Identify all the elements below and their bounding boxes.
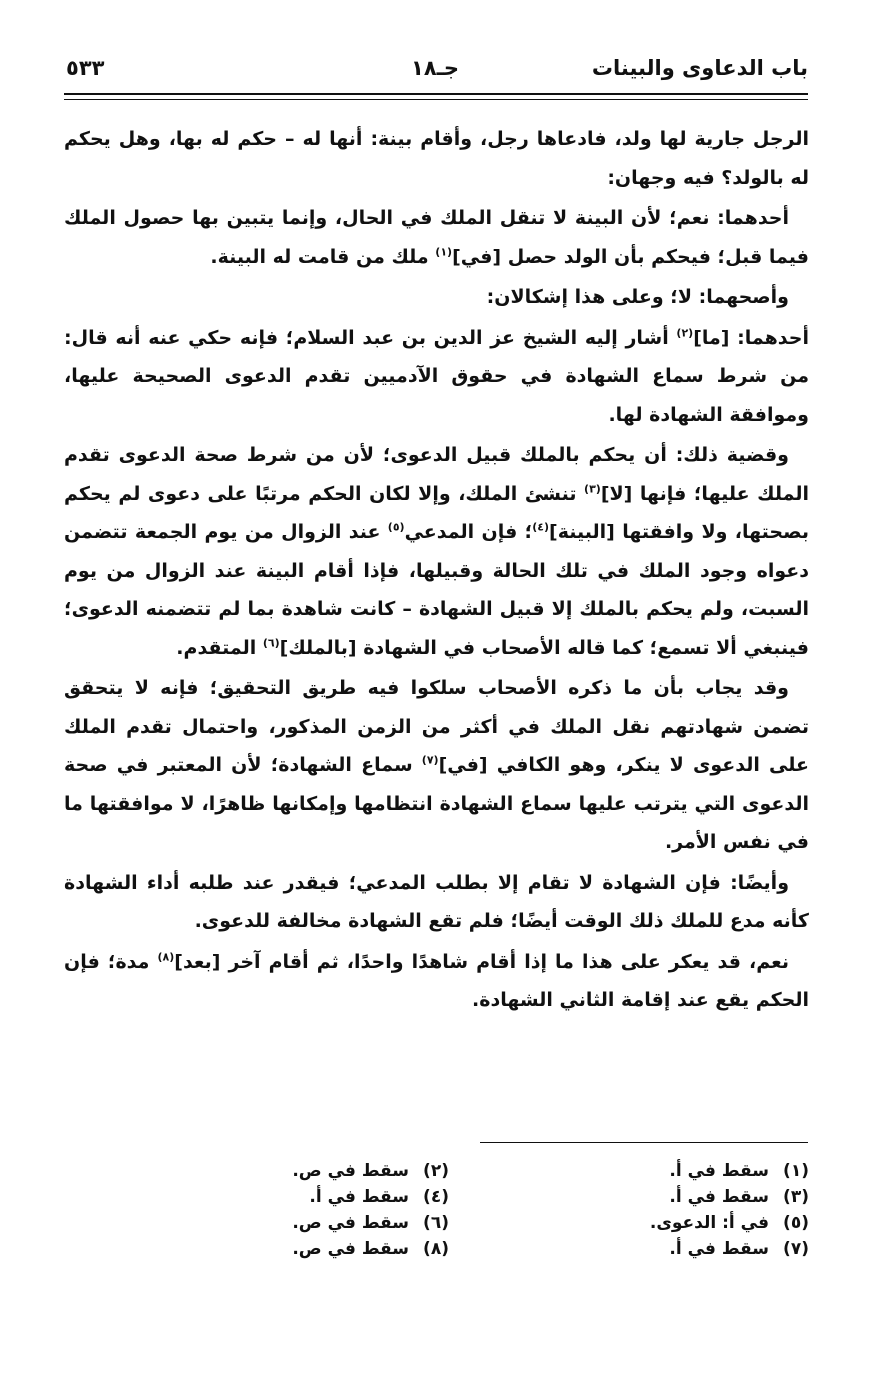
footnote-ref-5: (٥)	[387, 520, 405, 534]
footnote-ref-8: (٨)	[157, 950, 175, 964]
header-rule-thick	[64, 93, 808, 95]
footnote-ref-6: (٦)	[262, 636, 280, 650]
footnotes-column-left	[189, 1158, 449, 1262]
footnote-ref-1: (١)	[435, 245, 453, 259]
footnote-ref-3: (٣)	[584, 482, 601, 496]
footnotes-column-right	[549, 1158, 809, 1262]
footnote-8: (٨)سقط في ص.	[292, 1239, 449, 1259]
footnote-4: (٤)سقط في أ.	[309, 1187, 449, 1207]
main-text	[64, 120, 809, 1022]
paragraph-3: وأصحهما: لا؛ وعلى هذا إشكالان:	[486, 286, 789, 308]
footnote-1: (١)سقط في أ.	[669, 1161, 809, 1181]
footnotes	[64, 1158, 809, 1288]
chapter-title: باب الدعاوى والبينات	[591, 56, 808, 80]
page-number: ٥٣٣	[66, 56, 105, 80]
footnote-ref-7: (٧)	[421, 753, 439, 767]
footnote-2: (٢)سقط في ص.	[292, 1161, 449, 1181]
paragraph-1: الرجل جارية لها ولد، فادعاها رجل، وأقام بينة: أنها له – حكم له بها، وهل يحكم له بالولد؟ فيه وجهان:	[64, 128, 809, 189]
running-header	[62, 56, 808, 90]
header-rule-thin	[64, 99, 808, 100]
paragraph-2: أحدهما: نعم؛ لأن البينة لا تنقل الملك في الحال، وإنما يتبين بها حصول الملك فيما قبل؛ فيحكم بأن الولد حصل [في]$^{(١)}$ ملك من قامت له البينة.	[64, 207, 809, 268]
paragraph-5: وقضية ذلك: أن يحكم بالملك قبيل الدعوى؛ لأن من شرط صحة الدعوى تقدم الملك عليها؛ فإنها [لا]$^{(٣)}$ تنشئ الملك، وإلا لكان الحكم مرتبًا على دعوى لم يحكم بصحتها، ولا وافقتها [البينة]$^{(٤)}$؛ فإن المدعي$^{(٥)}$ عند الزوال من يوم الجمعة تتضمن دعواه وجود الملك في تلك الحالة وقبيلها، فإذا أقام البينة عند الزوال من يوم السبت، ولم يحكم بالملك إلا قبيل الشهادة – كانت شاهدة بما لم تتضمنه الدعوى؛ فينبغي ألا تسمع؛ كما قاله الأصحاب في الشهادة [بالملك]$^{(٦)}$ المتقدم.	[64, 444, 809, 659]
footnote-6: (٦)سقط في ص.	[292, 1213, 449, 1233]
paragraph-7: وأيضًا: فإن الشهادة لا تقام إلا بطلب المدعي؛ فيقدر عند طلبه أداء الشهادة كأنه مدع للملك ذلك الوقت أيضًا؛ فلم تقع الشهادة مخالفة للدعوى.	[64, 871, 809, 932]
footnote-5: (٥)في أ: الدعوى.	[649, 1213, 809, 1233]
paragraph-4: أحدهما: [ما]$^{(٢)}$ أشار إليه الشيخ عز الدين بن عبد السلام؛ فإنه حكي عنه أنه قال: من شرط سماع الشهادة في حقوق الآدميين تقدم الدعوى الصحيحة عليها، وموافقة الشهادة لها.	[64, 326, 809, 426]
footnote-separator	[480, 1142, 808, 1143]
paragraph-8: نعم، قد يعكر على هذا ما إذا أقام شاهدًا واحدًا، ثم أقام آخر [بعد]$^{(٨)}$ مدة؛ فإن الحكم يقع عند إقامة الثاني الشهادة.	[64, 950, 809, 1011]
paragraph-6: وقد يجاب بأن ما ذكره الأصحاب سلكوا فيه طريق التحقيق؛ فإنه لا يتحقق تضمن شهادتهم نقل الملك في أكثر من الزمن المذكور، واحتمال تقدم الملك على الدعوى لا ينكر، وهو الكافي [في]$^{(٧)}$ سماع الشهادة؛ لأن المعتبر في صحة الدعوى التي يترتب عليها سماع الشهادة انتظامها وإمكانها ظاهرًا، لا موافقتها ما في نفس الأمر.	[64, 677, 809, 853]
footnote-ref-4: (٤)	[532, 520, 550, 534]
footnote-7: (٧)سقط في أ.	[669, 1239, 809, 1259]
footnote-ref-2: (٢)	[676, 326, 694, 340]
footnote-3: (٣)سقط في أ.	[669, 1187, 809, 1207]
volume-number: جـ١٨	[411, 56, 459, 80]
